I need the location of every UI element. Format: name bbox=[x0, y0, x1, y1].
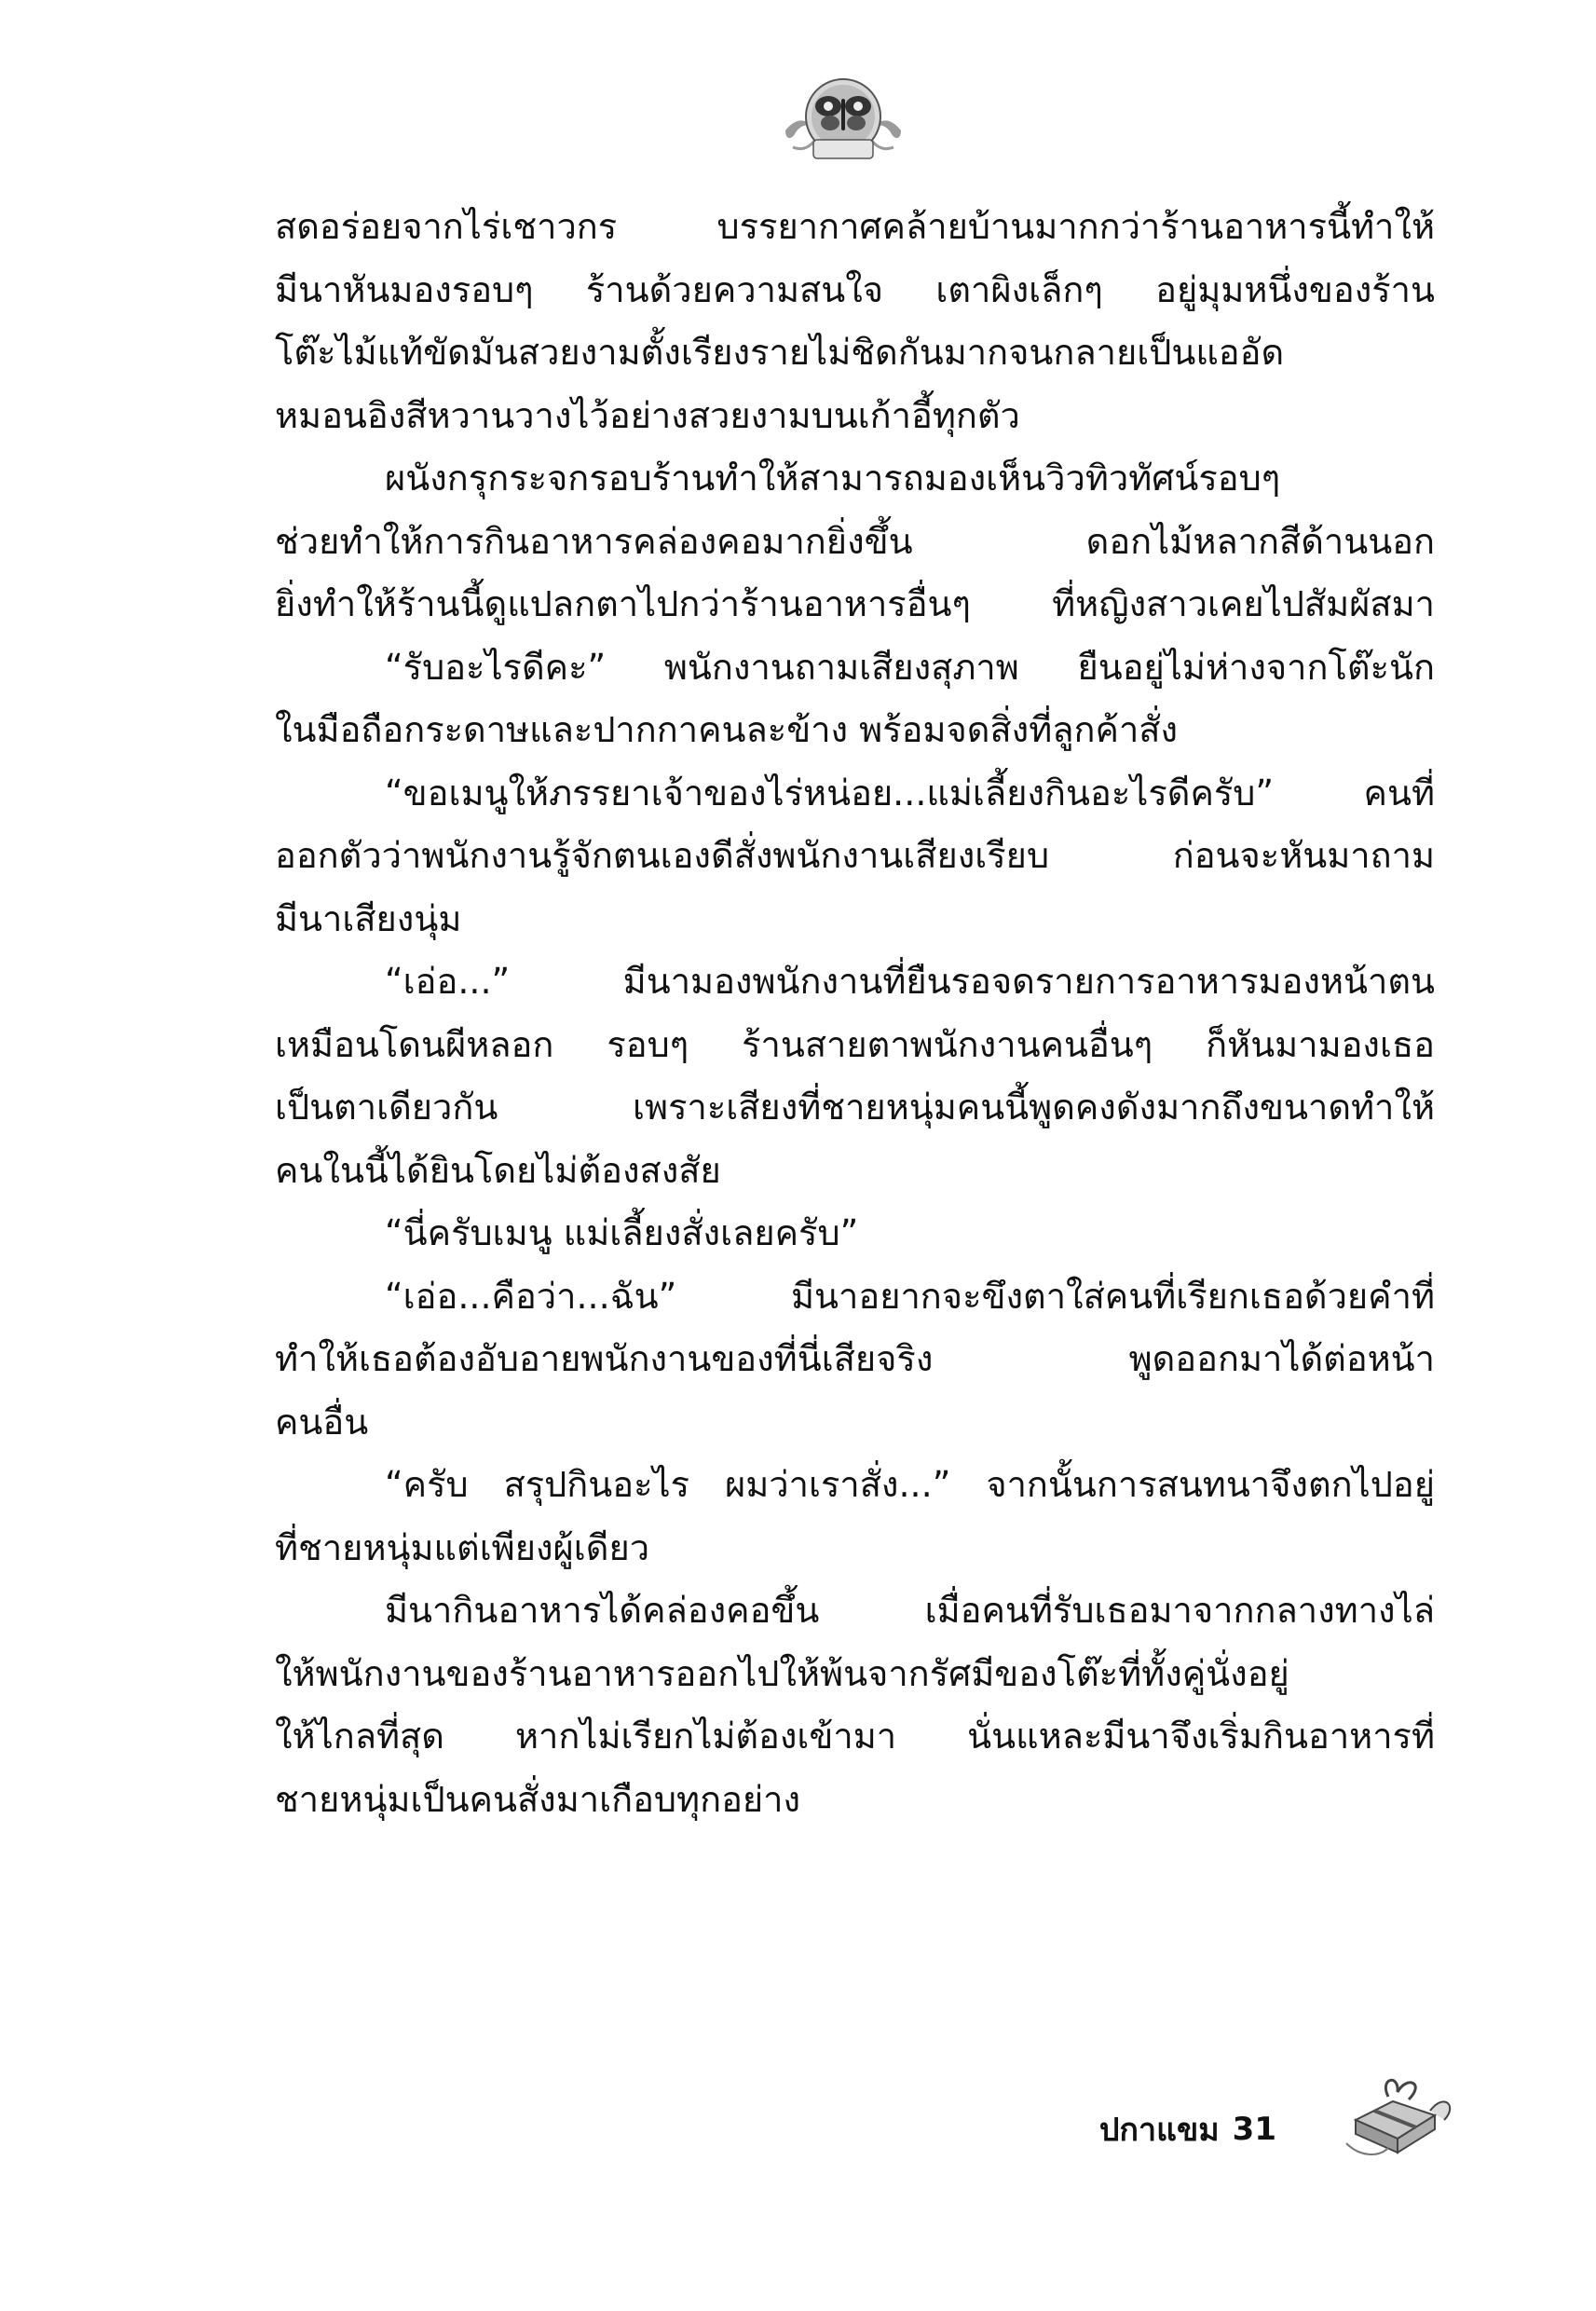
text-line: สดอร่อยจากไร่เชาวกร บรรยากาศคล้ายบ้านมากกว่าร้านอาหารนี้ทำให้ bbox=[275, 206, 1435, 247]
text-line: “นี่ครับเมนู แม่เลี้ยงสั่งเลยครับ” bbox=[385, 1212, 859, 1253]
body-text bbox=[275, 196, 1435, 1831]
text-line: โต๊ะไม้แท้ขัดมันสวยงามตั้งเรียงรายไม่ชิดกันมากจนกลายเป็นแออัด bbox=[275, 332, 1285, 373]
text-line: ให้พนักงานของร้านอาหารออกไปให้พ้นจากรัศมีของโต๊ะที่ทั้งคู่นั่งอยู่ bbox=[275, 1652, 1289, 1694]
butterfly-emblem-icon bbox=[778, 65, 908, 177]
page-number: 31 bbox=[1232, 2111, 1276, 2148]
book-title: ปกาแขม bbox=[1098, 2112, 1220, 2149]
text-line: “รับอะไรดีคะ” พนักงานถามเสียงสุภาพ ยืนอยู่ไม่ห่างจากโต๊ะนัก bbox=[385, 646, 1435, 688]
text-line: ผนังกรุกระจกรอบร้านทำให้สามารถมองเห็นวิวทิวทัศน์รอบๆ bbox=[385, 458, 1281, 499]
text-line: มีนากินอาหารได้คล่องคอขึ้น เมื่อคนที่รับเธอมาจากกลางทางไล่ bbox=[385, 1590, 1435, 1631]
text-line: ที่ชายหนุ่มแต่เพียงผู้เดียว bbox=[275, 1526, 650, 1568]
header-logo bbox=[778, 65, 908, 177]
gift-bundle-icon bbox=[1342, 2064, 1463, 2167]
text-line: ให้ไกลที่สุด หากไม่เรียกไม่ต้องเข้ามา นั่นแหละมีนาจึงเริ่มกินอาหารที่ bbox=[275, 1716, 1435, 1757]
text-line: ชายหนุ่มเป็นคนสั่งมาเกือบทุกอย่าง bbox=[275, 1778, 801, 1820]
text-line: เป็นตาเดียวกัน เพราะเสียงที่ชายหนุ่มคนนี้พูดคงดังมากถึงขนาดทำให้ bbox=[275, 1087, 1435, 1128]
text-line: “เอ่อ...” มีนามองพนักงานที่ยืนรอจดรายการอาหารมองหน้าตน bbox=[385, 961, 1435, 1002]
text-line: ทำให้เธอต้องอับอายพนักงานของที่นี่เสียจริง พูดออกมาได้ต่อหน้า bbox=[275, 1338, 1435, 1379]
footer-ornament bbox=[1342, 2064, 1463, 2167]
text-line: “เอ่อ...คือว่า...ฉัน” มีนาอยากจะขึงตาใส่คนที่เรียกเธอด้วยคำที่ bbox=[385, 1275, 1435, 1317]
text-line: หมอนอิงสีหวานวางไว้อย่างสวยงามบนเก้าอี้ทุกตัว bbox=[275, 394, 1020, 436]
text-line: คนในนี้ได้ยินโดยไม่ต้องสงสัย bbox=[275, 1149, 721, 1191]
text-line: มีนาเสียงนุ่ม bbox=[275, 897, 462, 939]
text-line: “ขอเมนูให้ภรรยาเจ้าของไร่หน่อย...แม่เลี้ยงกินอะไรดีครับ” คนที่ bbox=[385, 772, 1435, 814]
text-line: เหมือนโดนผีหลอก รอบๆ ร้านสายตาพนักงานคนอื่นๆ ก็หันมามองเธอ bbox=[275, 1023, 1435, 1065]
page-footer bbox=[1053, 2101, 1276, 2157]
text-line: ในมือถือกระดาษและปากกาคนละข้าง พร้อมจดสิ่งที่ลูกค้าสั่ง bbox=[275, 709, 1179, 750]
text-line: ช่วยทำให้การกินอาหารคล่องคอมากยิ่งขึ้น ดอกไม้หลากสีด้านนอก bbox=[275, 520, 1435, 562]
text-line: คนอื่น bbox=[275, 1401, 369, 1443]
text-line: ยิ่งทำให้ร้านนี้ดูแปลกตาไปกว่าร้านอาหารอื่นๆ ที่หญิงสาวเคยไปสัมผัสมา bbox=[275, 583, 1435, 624]
text-line: ออกตัวว่าพนักงานรู้จักตนเองดีสั่งพนักงานเสียงเรียบ ก่อนจะหันมาถาม bbox=[275, 835, 1435, 876]
text-line: มีนาหันมองรอบๆ ร้านด้วยความสนใจ เตาผิงเล็กๆ อยู่มุมหนึ่งของร้าน bbox=[275, 268, 1435, 310]
text-line: “ครับ สรุปกินอะไร ผมว่าเราสั่ง...” จากนั้นการสนทนาจึงตกไปอยู่ bbox=[385, 1464, 1435, 1505]
